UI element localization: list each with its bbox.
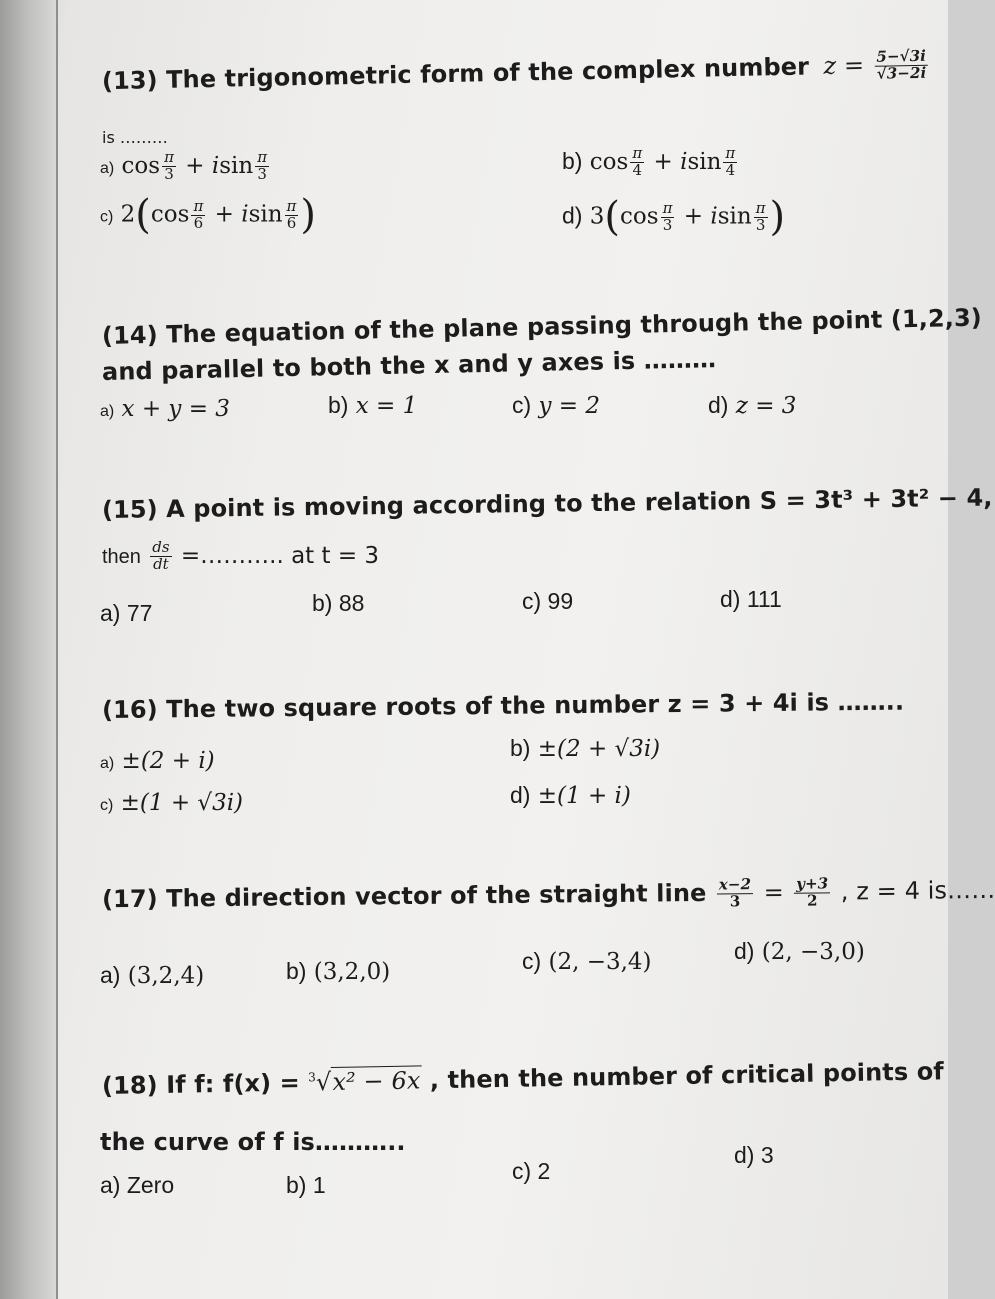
q16-option-b[interactable]: b) ±(2 + √3i) (510, 735, 661, 762)
q13-option-a-label: a) (100, 159, 115, 177)
q14-line2: and parallel to both the x and y axes is ……… (101, 345, 717, 386)
q16-option-b-text: ±(2 + √3i) (537, 736, 661, 762)
q14-option-a-text: x + y = 3 (121, 396, 230, 422)
q17-fraction-x-numerator: x−2 (717, 877, 753, 894)
q17-tail: , z = 4 is…… (840, 875, 995, 906)
q14-option-c-text: y = 2 (538, 393, 601, 419)
q14-option-b[interactable]: b) x = 1 (328, 392, 418, 419)
q13-fraction (874, 46, 928, 83)
q16-option-c[interactable]: c) ±(1 + √3i) (100, 790, 244, 816)
q16-option-a-text: ±(2 + i) (121, 748, 215, 774)
q17-option-b-text: (3,2,0) (313, 959, 391, 985)
book-spine-edge (56, 0, 58, 1299)
q17-fraction-x (717, 877, 754, 910)
q13-stem (101, 46, 931, 99)
q18-root-index: 3 (308, 1070, 317, 1085)
q14-option-c[interactable]: c) y = 2 (512, 392, 601, 419)
q13-option-c-label: c) (100, 208, 114, 226)
q17-fraction-y-numerator: y+3 (794, 876, 830, 893)
q17-stem (102, 875, 995, 917)
q15-option-a[interactable]: a) 77 (100, 600, 153, 626)
q13-option-d-label: d) (562, 202, 583, 229)
q14-line1: (14) The equation of the plane passing through the point (1,2,3) (101, 303, 983, 350)
q16-option-c-text: ±(1 + √3i) (120, 790, 244, 816)
q17-fraction-y-denominator: 2 (807, 891, 818, 910)
q17-option-d-text: (2, −3,0) (761, 939, 865, 965)
q18-line1-pre: (18) If f: f(x) = (101, 1068, 301, 1100)
q18-line1-post: , then the number of critical points of (429, 1057, 945, 1095)
q17-option-a-text: (3,2,4) (127, 963, 205, 989)
q15-derivative (150, 540, 171, 573)
q13-fraction-denominator: √3−2i (876, 63, 927, 83)
q18-option-b[interactable]: b) 1 (286, 1172, 326, 1198)
q18-radicand: x² − 6x (332, 1066, 421, 1096)
q17-equals: = (763, 878, 784, 907)
q16-option-d-text: ±(1 + i) (537, 783, 631, 809)
q18-line1 (102, 1057, 944, 1100)
q17-option-d[interactable]: d) (2, −3,0) (734, 938, 865, 965)
q15-option-c[interactable]: c) 99 (522, 588, 574, 614)
q16-line1: (16) The two square roots of the number z = 3 + 4i is …….. (101, 687, 905, 724)
q14-option-a[interactable]: a) x + y = 3 (100, 396, 230, 422)
q13-option-d[interactable]: d) 3(cos $\frac{\pi}{3}$ + isin $\frac{\pi}{3}$ ) (562, 194, 786, 240)
q17-option-a[interactable]: a) (3,2,4) (100, 962, 205, 989)
q13-is-blank: is ……… (102, 128, 168, 147)
q15-option-b[interactable]: b) 88 (312, 590, 365, 616)
q13-option-b[interactable]: b) cos $\frac{\pi}{4}$ + isin $\frac{\pi}{4}$ (562, 144, 736, 179)
q14-option-d[interactable]: d) z = 3 (708, 392, 797, 419)
q18-line2: the curve of f is……….. (100, 1128, 406, 1156)
q13-option-c[interactable]: c) 2(cos $\frac{\pi}{6}$ + isin $\frac{\pi}{6}$ ) (100, 192, 317, 238)
q18-cube-root: $^3$√x² − 6x (308, 1066, 421, 1097)
q14-option-d-text: z = 3 (735, 393, 797, 419)
q16-option-d[interactable]: d) ±(1 + i) (510, 782, 631, 809)
q18-option-c[interactable]: c) 2 (512, 1158, 551, 1184)
q13-z-lhs: z = (823, 51, 865, 81)
q13-stem-text: (13) The trigonometric form of the complex number (101, 52, 810, 96)
q17-option-c-text: (2, −3,4) (548, 949, 652, 975)
q17-fraction-x-denominator: 3 (729, 892, 741, 911)
q18-option-d[interactable]: d) 3 (734, 1142, 774, 1168)
q15-then: then (102, 545, 141, 568)
q15-line2 (102, 540, 379, 573)
q15-derivative-denominator: dt (153, 554, 169, 573)
q17-option-c[interactable]: c) (2, −3,4) (522, 948, 652, 975)
q18-option-a[interactable]: a) Zero (100, 1172, 175, 1198)
q13-option-b-label: b) (562, 147, 583, 174)
q15-derivative-numerator: ds (152, 538, 170, 556)
q14-option-b-text: x = 1 (355, 393, 418, 419)
q13-option-a[interactable]: a) cos $\frac{\pi}{3}$ + isin $\frac{\pi}{3}$ (100, 148, 268, 183)
q16-option-a[interactable]: a) ±(2 + i) (100, 748, 215, 774)
q13-fraction-numerator: 5−√3i (874, 49, 928, 67)
q15-option-d[interactable]: d) 111 (720, 586, 782, 612)
q17-stem-text: (17) The direction vector of the straight line (101, 878, 707, 914)
book-spine-shadow (0, 0, 58, 1299)
q15-line1: (15) A point is moving according to the relation S = 3t³ + 3t² − 4, (101, 483, 993, 524)
q17-option-b[interactable]: b) (3,2,0) (286, 958, 391, 985)
q15-rest: =……….. at t = 3 (180, 542, 380, 569)
q17-fraction-y (794, 876, 830, 909)
